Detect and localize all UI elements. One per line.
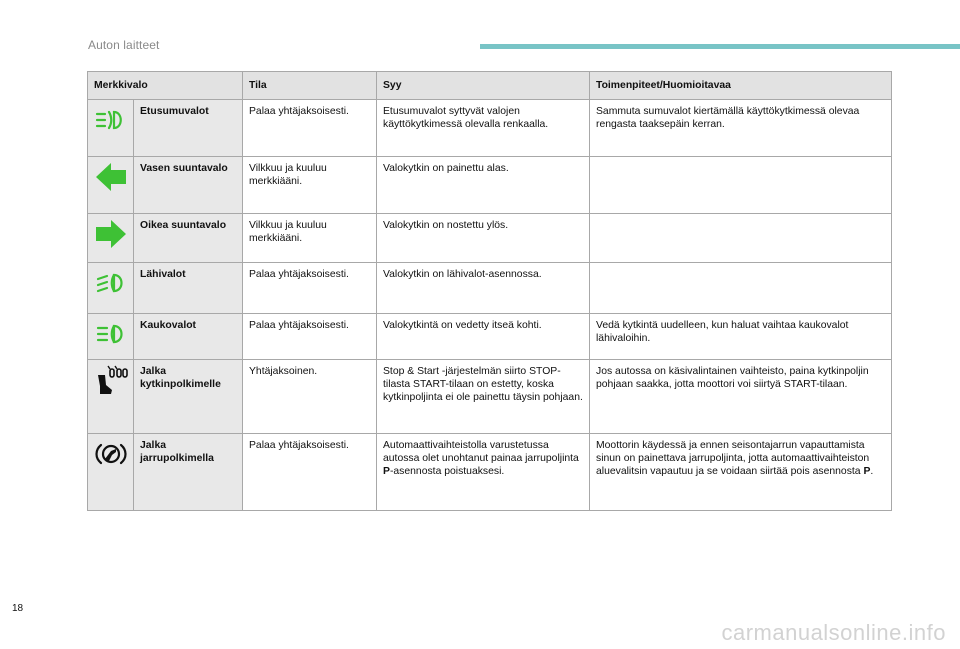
- lamp-state: Vilkkuu ja kuuluu merkkiääni.: [243, 214, 377, 263]
- lamp-state: Palaa yhtäjaksoisesti.: [243, 434, 377, 511]
- lamp-cause: Etusumuvalot syttyvät valojen käyttökytkimessä olevalla renkaalla.: [377, 100, 590, 157]
- lamp-name: Lähivalot: [134, 263, 243, 314]
- lamp-name: Vasen suuntavalo: [134, 157, 243, 214]
- lamp-name: Jalka jarrupolkimella: [134, 434, 243, 511]
- gear-position-key: P: [383, 466, 390, 477]
- foot-on-brake-icon: [94, 439, 128, 469]
- table-row: [88, 214, 892, 263]
- lamp-name: Jalka kytkinpolkimelle: [134, 360, 243, 434]
- lamp-action: Jos autossa on käsivalintainen vaihteisto, paina kytkinpoljin pohjaan saakka, jotta moottori voi siirtyä START-tilaan.: [590, 360, 892, 434]
- lamp-name: Kaukovalot: [134, 314, 243, 360]
- lamp-name: Oikea suuntavalo: [134, 214, 243, 263]
- cause-text-end: -asennosta poistuaksesi.: [389, 466, 505, 477]
- column-header-action: Toimenpiteet/Huomioitavaa: [590, 72, 892, 100]
- table-header-row: [88, 72, 892, 100]
- lamp-action: Vedä kytkintä uudelleen, kun haluat vaihtaa kaukovalot lähivaloihin.: [590, 314, 892, 360]
- column-header-cause: Syy: [377, 72, 590, 100]
- lamp-action: Sammuta sumuvalot kiertämällä käyttökytkimessä olevaa rengasta taaksepäin kerran.: [590, 100, 892, 157]
- lamp-state: Vilkkuu ja kuuluu merkkiääni.: [243, 157, 377, 214]
- table-row: [88, 360, 892, 434]
- cause-text: Automaattivaihteistolla varustetussa autossa olet unohtanut painaa jarrupoljinta: [383, 440, 579, 464]
- watermark: carmanualsonline.info: [721, 620, 946, 645]
- lamp-cause: Valokytkin on lähivalot-asennossa.: [377, 263, 590, 314]
- lamp-action: [590, 263, 892, 314]
- lamp-state: Yhtäjaksoinen.: [243, 360, 377, 434]
- fog-light-icon: [94, 105, 128, 135]
- column-header-lamp: Merkkivalo: [88, 72, 243, 100]
- lamp-cause: Stop & Start -järjestelmän siirto STOP-tilasta START-tilaan on estetty, koska kytkinpoljinta ei ole painettu täysin pohjaan.: [377, 360, 590, 434]
- right-indicator-arrow-icon: [94, 219, 128, 249]
- foot-on-clutch-icon: [94, 365, 128, 395]
- lamp-state: Palaa yhtäjaksoisesti.: [243, 100, 377, 157]
- main-beam-icon: [94, 319, 128, 349]
- lamp-cause: [377, 434, 590, 511]
- column-header-state: Tila: [243, 72, 377, 100]
- page-number: 18: [12, 603, 24, 614]
- lamp-action: [590, 434, 892, 511]
- table-row: [88, 314, 892, 360]
- action-text-end: .: [870, 466, 874, 477]
- table-row: [88, 434, 892, 511]
- lamp-action: [590, 214, 892, 263]
- section-title: Auton laitteet: [88, 38, 160, 52]
- lamp-state: Palaa yhtäjaksoisesti.: [243, 263, 377, 314]
- table-row: [88, 263, 892, 314]
- lamp-action: [590, 157, 892, 214]
- lamp-name: Etusumuvalot: [134, 100, 243, 157]
- lamp-state: Palaa yhtäjaksoisesti.: [243, 314, 377, 360]
- action-text: Moottorin käydessä ja ennen seisontajarrun vapauttamista sinun on painettava jarrupoljinta, jotta automaattivaihteiston aluevalitsin vapautuu ja se voidaan siirtää pois asennosta: [596, 440, 870, 477]
- left-indicator-arrow-icon: [94, 162, 128, 192]
- lamp-cause: Valokytkintä on vedetty itseä kohti.: [377, 314, 590, 360]
- lamp-cause: Valokytkin on painettu alas.: [377, 157, 590, 214]
- dipped-beam-icon: [94, 268, 128, 298]
- warning-lamps-table: [87, 71, 892, 511]
- lamp-cause: Valokytkin on nostettu ylös.: [377, 214, 590, 263]
- accent-bar: [480, 44, 960, 49]
- gear-position-key: P: [863, 466, 871, 477]
- table-row: [88, 100, 892, 157]
- table-row: [88, 157, 892, 214]
